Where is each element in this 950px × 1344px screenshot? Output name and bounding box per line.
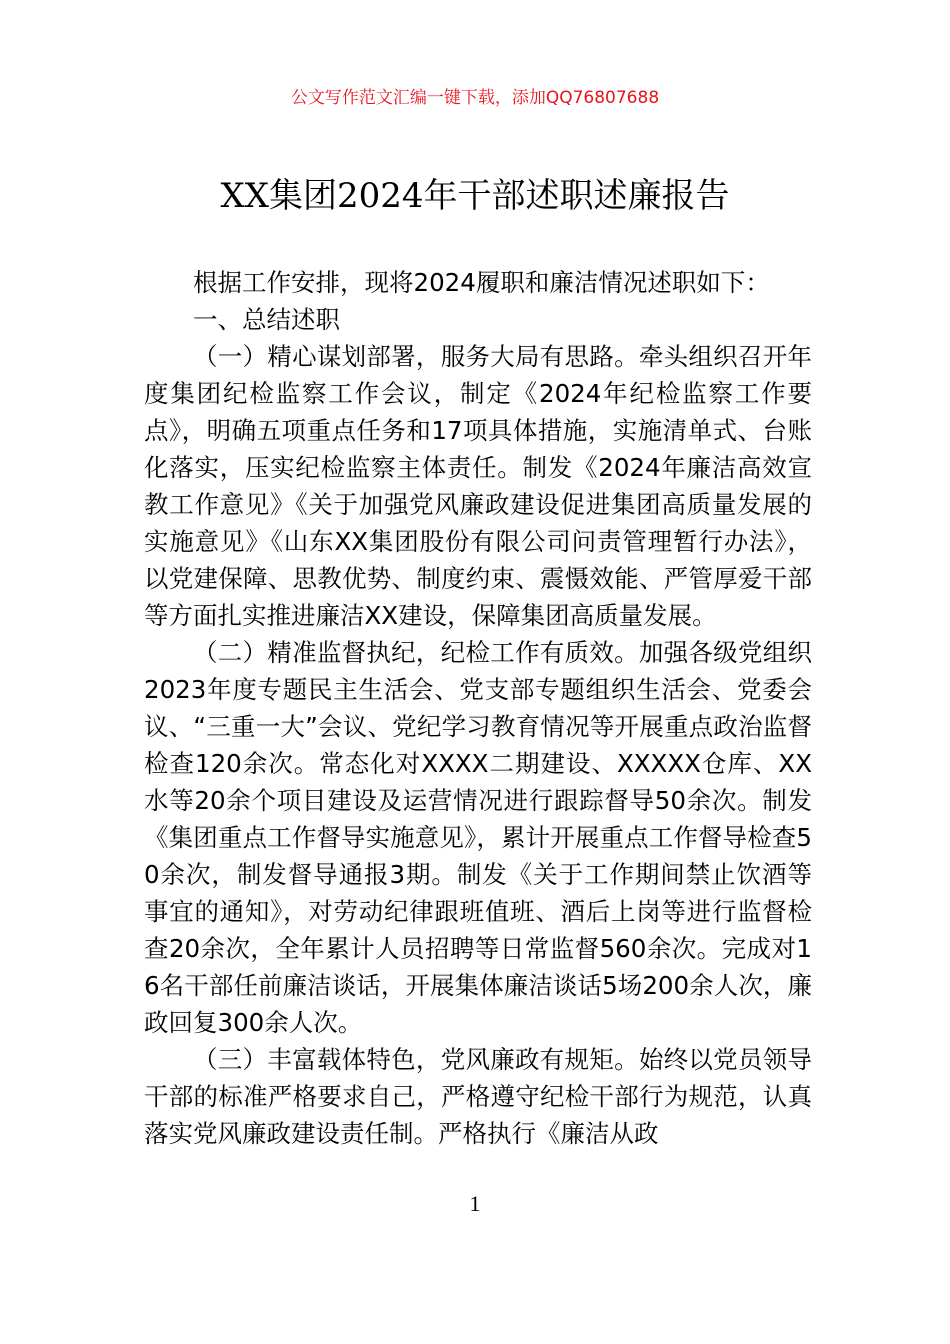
- intro-paragraph: 根据工作安排，现将2024履职和廉洁情况述职如下：: [193, 268, 770, 297]
- document-body: [144, 264, 812, 1152]
- paragraph-supervision: （二）精准监督执纪，纪检工作有质效。加强各级党组织2023年度专题民主生活会、党支部专题组织生活会、党委会议、“三重一大”会议、党纪学习教育情况等开展重点政治监督检查120余次。常态化对XXXX二期建设、XXXXX仓库、XX水等20余个项目建设及运营情况进行跟踪督导50余次。制发《集团重点工作督导实施意见》，累计开展重点工作督导检查50余次，制发督导通报3期。制发《关于工作期间禁止饮酒等事宜的通知》，对劳动纪律跟班值班、酒后上岗等进行监督检查20余次，全年累计人员招聘等日常监督560余次。完成对16名干部任前廉洁谈话，开展集体廉洁谈话5场200余人次，廉政回复300余人次。: [144, 638, 812, 1037]
- paragraph-planning: （一）精心谋划部署，服务大局有思路。牵头组织召开年度集团纪检监察工作会议，制定《2024年纪检监察工作要点》，明确五项重点任务和17项具体措施，实施清单式、台账化落实，压实纪检监察主体责任。制发《2024年廉洁高效宣教工作意见》《关于加强党风廉政建设促进集团高质量发展的实施意见》《山东XX集团股份有限公司问责管理暂行办法》，以党建保障、思教优势、制度约束、震慑效能、严管厚爱干部等方面扎实推进廉洁XX建设，保障集团高质量发展。: [144, 342, 812, 630]
- paragraph-integrity: （三）丰富载体特色，党风廉政有规矩。始终以党员领导干部的标准严格要求自己，严格遵守纪检干部行为规范，认真落实党风廉政建设责任制。严格执行《廉洁从政: [144, 1045, 812, 1148]
- download-promo-note: 公文写作范文汇编一键下载，添加QQ76807688: [290, 88, 660, 108]
- page-number: 1: [469, 1191, 481, 1216]
- section-heading-summary: 一、总结述职: [193, 305, 340, 334]
- document-title: XX集团2024年干部述职述廉报告: [220, 176, 730, 216]
